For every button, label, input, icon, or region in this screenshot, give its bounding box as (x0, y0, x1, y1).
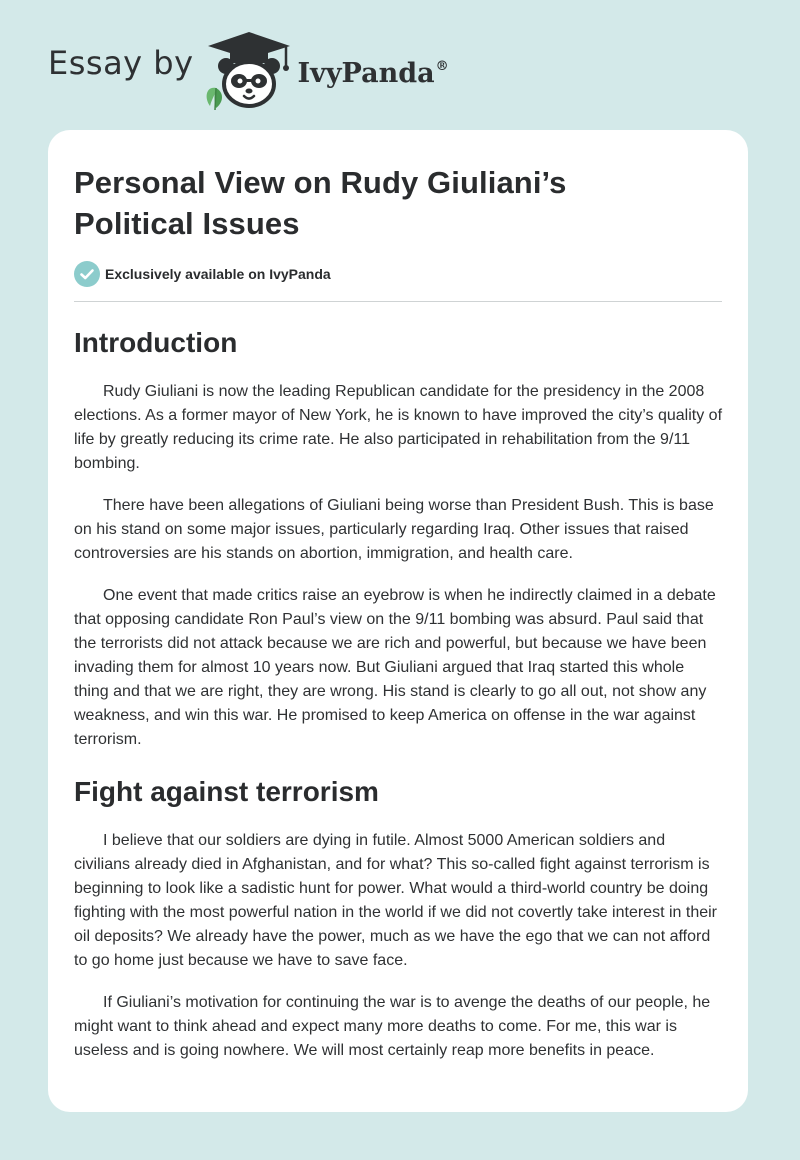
brand-wordmark[interactable] (298, 58, 449, 89)
title-line-1: Personal View on Rudy Giuliani’s (74, 165, 567, 200)
essay-card (48, 130, 748, 1112)
registered-mark: ® (435, 58, 449, 74)
brand-name: IvyPanda (297, 57, 435, 89)
title-line-2: Political Issues (74, 206, 300, 241)
section-heading-fight-against-terrorism: Fight against terrorism (74, 776, 379, 807)
paragraph: Rudy Giuliani is now the leading Republican candidate for the presidency in the 2008 elections. As a former mayor of New York, he is known to have improved the city’s quality of life by greatly reducing its crime rate. He also participated in rehabilitation from the 9/11 bombing. (74, 383, 723, 472)
essay-by-label: Essay by (48, 44, 194, 82)
divider (74, 301, 722, 302)
section-heading-introduction: Introduction (74, 327, 238, 358)
panda-graduate-icon[interactable] (202, 28, 296, 112)
site-header (48, 28, 449, 112)
page-title (74, 162, 722, 244)
paragraph: If Giuliani’s motivation for continuing the war is to avenge the deaths of our people, he might want to think ahead and expect many more deaths to come. For me, this war is useless and is going nowhere. We will most certainly reap more benefits in peace. (74, 994, 711, 1059)
exclusive-badge (74, 261, 722, 287)
paragraph: One event that made critics raise an eyebrow is when he indirectly claimed in a debate that opposing candidate Ron Paul’s view on the 9/11 bombing was absurd. Paul said that the terrorists did not attack because we are rich and powerful, but because we have been invading them for almost 10 years now. But Giuliani argued that Iraq started this whole thing and that we are right, they are wrong. His stand is clearly to go all out, not show any weakness, and win this war. He promised to keep America on offense in the war against terrorism. (74, 587, 716, 748)
paragraph: There have been allegations of Giuliani being worse than President Bush. This is base on his stand on some major issues, particularly regarding Iraq. Other issues that raised controversies are his stands on abortion, immigration, and health care. (74, 497, 714, 562)
badge-text: Exclusively available on IvyPanda (105, 266, 331, 282)
check-circle-icon (74, 261, 100, 287)
paragraph: I believe that our soldiers are dying in futile. Almost 5000 American soldiers and civilians already died in Afghanistan, and for what? This so-called fight against terrorism is beginning to look like a sadistic hunt for power. What would a third-world country be doing fighting with the most powerful nation in the world if we did not covertly take interest in their oil deposits? We already have the power, much as we have the ego that we can not afford to go home just because we have to save face. (74, 832, 717, 969)
